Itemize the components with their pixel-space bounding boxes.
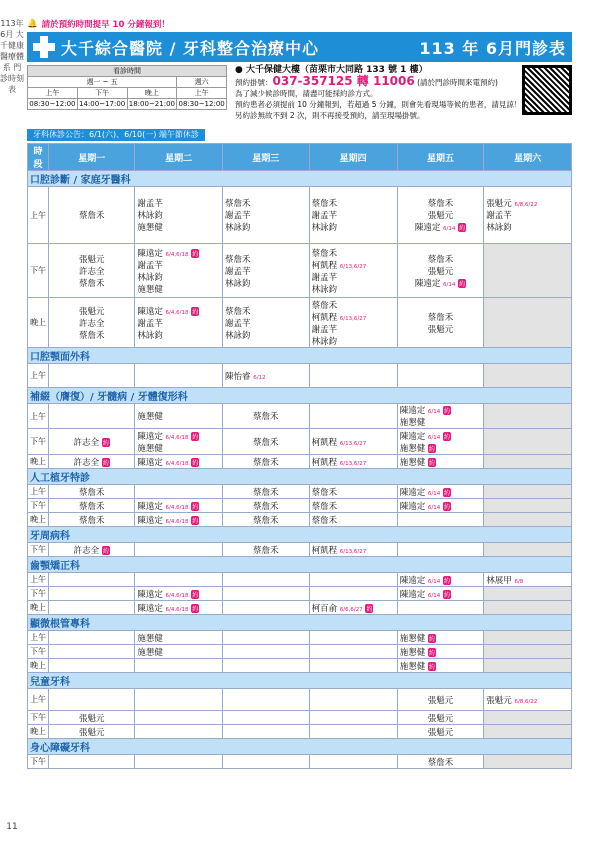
schedule-table: 時段 星期一 星期二 星期三 星期四 星期五 星期六 口腔診斷 / 家庭牙醫科 上午 蔡詹禾 謝孟芊 林詠鈞 施懇健 蔡詹禾 謝孟芊 林詠鈞 蔡詹禾 謝孟芊 林詠鈞 蔡詹禾 張魁元 陳遠定 6/14 約 張魁元 6/8,6/22 謝孟芊 林詠鈞 下午 張魁元 許志全 蔡詹禾 陳遠定 6/4,6/18 約 謝孟芊 林詠鈞 施懇健 蔡詹禾 謝孟芊 林詠鈞 蔡詹禾 柯凱程 6/13,6/27 謝孟芊 林詠鈞 蔡詹禾 張魁元 陳遠定 6/14 約 晚上 張魁元 許志全 蔡詹禾 陳遠定 6/4,6/18 約 謝孟芊 林詠鈞 蔡詹禾 謝孟芊 林詠鈞 蔡詹禾 柯凱程 6/13,6/27 謝孟芊 林詠鈞 蔡詹禾 張魁元 口腔顎面外科 上午 陳怡睿 6/12 補綴（膺復）/ 牙髓病 / 牙體復形科 上午 施懇健 蔡詹禾 陳遠定 6/14 約 施懇健 下午 許志全 約 陳遠定 6/4,6/18 約 施懇健 蔡詹禾 柯凱程 6/13,6/27 陳遠定 6/14 約 施懇健 約 晚上 許志全 約 陳遠定 6/4,6/18 約 蔡詹禾 柯凱程 6/13,6/27 施懇健 約 人工植牙特診 上午 蔡詹禾 蔡詹禾 蔡詹禾 陳遠定 6/14 約 下午 蔡詹禾 陳遠定 6/4,6/18 約 蔡詹禾 蔡詹禾 陳遠定 6/14 約 晚上 蔡詹禾 陳遠定 6/4,6/18 約 蔡詹禾 蔡詹禾 牙周病科 下午 許志全 約 蔡詹禾 柯凱程 6/13,6/27 齒顎矯正科 上午 陳遠定 6/14 約 林展甲 6/8 下午 陳遠定 6/4,6/18 約 陳遠定 6/14 約 晚上 陳遠定 6/4,6/18 約 柯百俞 6/6,6/27 約 顯微根管專科 上午 施懇健 施懇健 約 下午 施懇健 施懇健 約 晚上 施懇健 約 兒童牙科 上午 張魁元 張魁元 6/8,6/22 下午 張魁元 張魁元 晚上 張魁元 張魁元 身心障礙牙科 下午 蔡詹禾 (27, 143, 572, 769)
banner-title: 大千綜合醫院 / 牙科整合治療中心 (61, 38, 319, 58)
phone-number[interactable]: 037-357125 轉 11006 (272, 74, 415, 88)
hours-table: 看診時間 週一 ~ 五 週六 上午 下午 晚上 上午 08:30~12:00 14:00~17:00 18:00~21:00 08:30~12:00 (29, 67, 225, 108)
banner (27, 32, 572, 62)
qr-code[interactable] (522, 65, 572, 115)
medical-cross-icon (33, 36, 55, 58)
location-icon: ● (235, 65, 243, 75)
contact-info: ● 大千保健大樓（苗栗市大同路 133 號 1 樓） 預約掛號：037-357125 轉 11006 (請於門診時間來電預約) 為了減少候診時間，請盡可能採約診方式。 預約患者必須提前 10 分鐘報到，若超過 5 分鐘，則會先看現場等候的患者，請見諒！另約診無故不到 2 次，則不再接受預約，請至現場掛號。 (235, 65, 522, 120)
page-number: 11 (6, 822, 18, 832)
banner-month: 113 年 6月門診表 (419, 38, 566, 58)
notice: 🔔 請於預約時間提早 10 分鐘報到！ (27, 19, 170, 30)
side-label: 113年6月 大千健康醫療體系 門診時刻表 11 (0, 19, 24, 832)
bell-icon: 🔔 (27, 19, 38, 29)
holiday-notice: 牙科休診公告：6/1(六)、6/10(一) 端午節休診 (27, 129, 205, 141)
